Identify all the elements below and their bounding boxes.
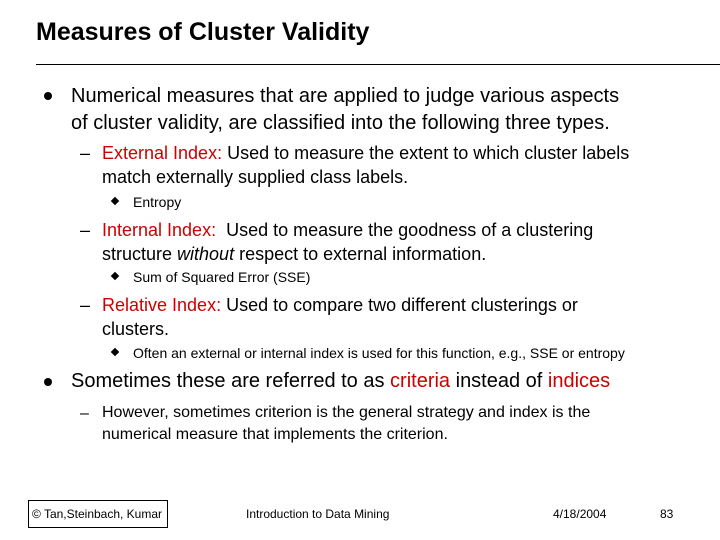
slide-title: Measures of Cluster Validity — [36, 18, 370, 46]
dash-marker: – — [80, 220, 91, 240]
criterion-note — [102, 402, 590, 446]
footer-page-number: 83 — [660, 507, 674, 521]
internal-index-desc-line2-end: respect to external information. — [234, 244, 487, 264]
external-index-term: External Index: — [102, 143, 223, 163]
bullet-criteria-mid: instead of — [450, 370, 548, 392]
bullet-criteria-pre: Sometimes these are referred to as — [71, 370, 391, 392]
bullet-dot — [44, 378, 52, 386]
bullet-main-line: of cluster validity, are classified into the following three types. — [71, 112, 610, 134]
dash-marker: – — [80, 295, 91, 315]
external-index-item — [102, 141, 712, 189]
relative-index-item — [102, 293, 712, 341]
footer-date: 4/18/2004 — [553, 507, 607, 521]
internal-index-emphasis: without — [177, 244, 235, 264]
diamond-bullet — [111, 197, 119, 205]
diamond-bullet — [111, 272, 119, 280]
bullet-dot — [44, 92, 52, 100]
external-index-desc: Used to measure the extent to which cluster labels — [222, 143, 630, 163]
relative-index-desc: Used to compare two different clusterings or — [221, 295, 578, 315]
criterion-note-line: numerical measure that implements the criterion. — [102, 426, 448, 443]
footer-copyright: © Tan,Steinbach, Kumar — [32, 507, 163, 521]
footer-course: Introduction to Data Mining — [246, 507, 390, 521]
bullet-criteria-text — [71, 368, 610, 395]
internal-sub-item: Sum of Squared Error (SSE) — [133, 269, 311, 285]
relative-index-desc-line2: clusters. — [102, 319, 170, 339]
criteria-term: criteria — [390, 370, 451, 392]
bullet-main-line: Numerical measures that are applied to judge various aspects — [71, 85, 620, 107]
diamond-bullet — [111, 348, 119, 356]
relative-sub-item: Often an external or internal index is used for this function, e.g., SSE or entropy — [133, 345, 625, 361]
relative-index-term: Relative Index: — [102, 295, 222, 315]
indices-term: indices — [547, 370, 611, 392]
title-underline — [36, 64, 720, 65]
dash-marker: – — [80, 143, 91, 163]
dash-marker: – — [80, 405, 89, 422]
external-sub-item: Entropy — [133, 194, 182, 210]
internal-index-desc: Used to measure the goodness of a clustering — [216, 220, 594, 240]
bullet-main-text — [71, 83, 619, 137]
internal-index-desc-line2: structure — [102, 244, 178, 264]
internal-index-item — [102, 218, 712, 266]
criterion-note-line: However, sometimes criterion is the general strategy and index is the — [102, 404, 591, 421]
internal-index-term: Internal Index: — [102, 220, 217, 240]
external-index-desc-line2: match externally supplied class labels. — [102, 167, 409, 187]
